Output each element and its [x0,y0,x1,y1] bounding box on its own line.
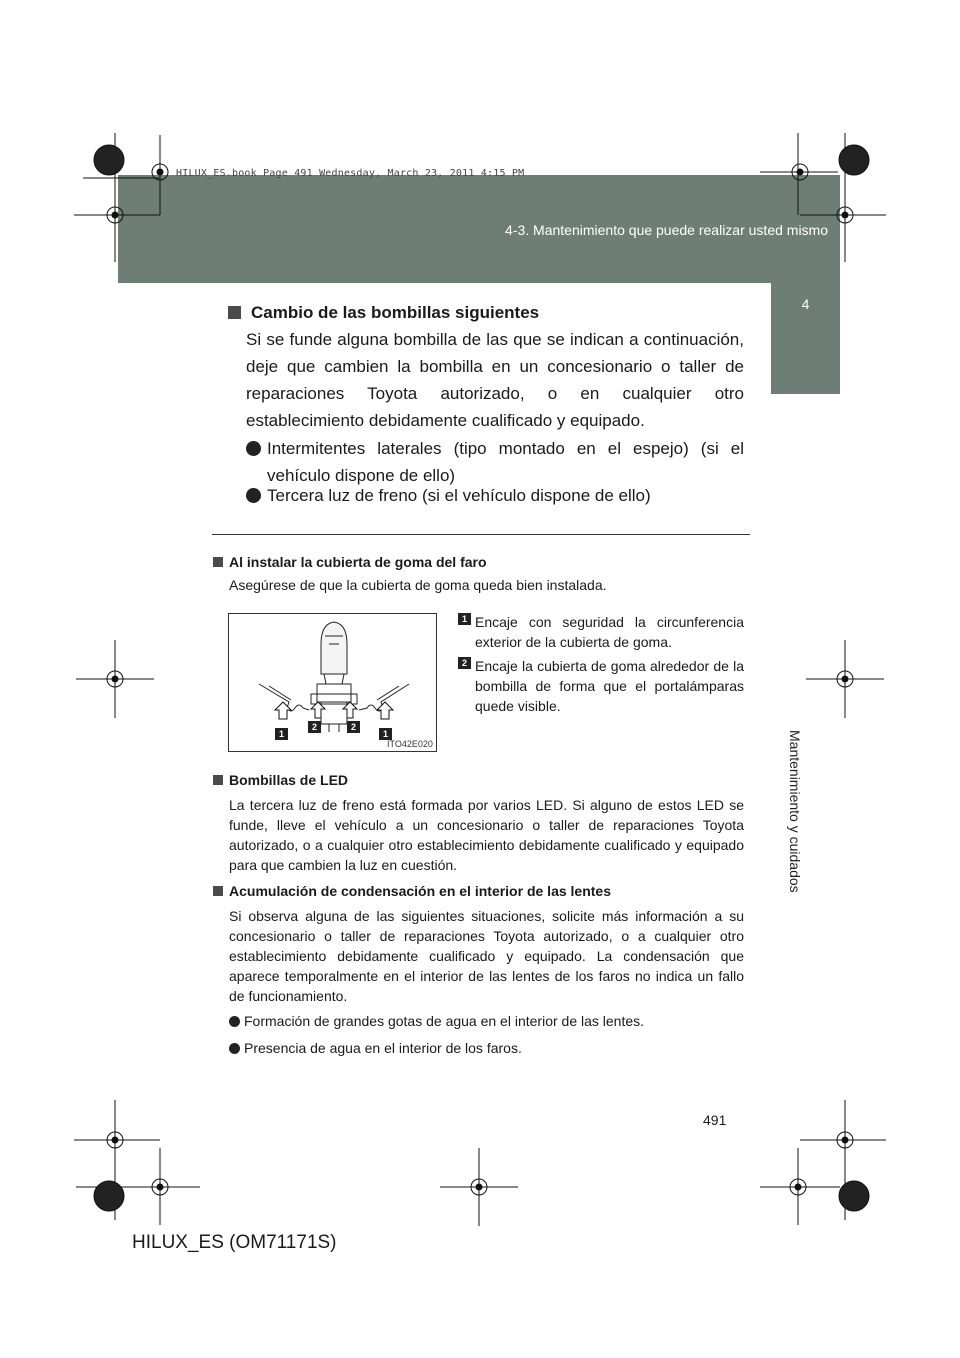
round-bullet-icon [229,1043,240,1054]
list-item: Formación de grandes gotas de agua en el interior de las lentes. [229,1011,744,1031]
chapter-label: Mantenimiento y cuidados [787,730,803,893]
callout-1-badge: 1 [379,728,392,740]
list-item: Intermitentes laterales (tipo montado en el espejo) (si el vehículo dispone de ello) [246,435,744,489]
model-code: HILUX_ES (OM71171S) [132,1232,337,1253]
page-number: 491 [703,1112,727,1128]
figure-code: ITO42E020 [387,739,433,749]
list-item: Tercera luz de freno (si el vehículo dispone de ello) [246,482,744,509]
section-body: Si se funde alguna bombilla de las que se indican a continuación, deje que cambien la bombilla en un concesionario o taller de reparaciones Toyota autorizado, o en cualquier otro establecimiento debidamente cualificado y equipado. [246,330,744,430]
round-bullet-icon [229,1016,240,1027]
headlight-bulb-diagram [229,614,436,751]
square-bullet-icon [213,886,223,896]
subsection-title: Al instalar la cubierta de goma del faro [213,554,487,570]
round-bullet-icon [246,488,261,503]
square-bullet-icon [213,775,223,785]
round-bullet-icon [246,441,261,456]
bulb-illustration [228,613,437,752]
square-bullet-icon [213,557,223,567]
subsection-body: La tercera luz de freno está formada por varios LED. Si alguno de estos LED se funde, lleve el vehículo a un concesionario o taller de reparaciones Toyota autorizado, o a cualquier otro establecimiento debidamente cualificado y equipado para que cambien la luz en cuestión. [229,797,744,873]
step-item: 2 Encaje la cubierta de goma alrededor de la bombilla de forma que el portalámparas quede visible. [458,656,744,716]
divider [212,534,750,535]
subsection-title: Bombillas de LED [213,772,348,788]
subsection-title: Acumulación de condensación en el interior de las lentes [213,883,611,899]
book-stamp: HILUX_ES.book Page 491 Wednesday, March 23, 2011 4:15 PM [176,168,525,179]
list-item: Presencia de agua en el interior de los faros. [229,1038,744,1058]
subsection-body: Si observa alguna de las siguientes situaciones, solicite más información a su concesionario o taller de reparaciones Toyota autorizado, o a cualquier otro establecimiento debidamente cualificado y equipado. La condensación que aparece temporalmente en el interior de las lentes de los faros no indica un fallo de funcionamiento. [229,908,744,1004]
callout-2-badge: 2 [308,721,321,733]
subsection-body: Asegúrese de que la cubierta de goma queda bien instalada. [229,577,607,593]
square-bullet-icon [228,306,241,319]
callout-2-badge: 2 [347,721,360,733]
section-header-title: 4-3. Mantenimiento que puede realizar usted mismo [505,222,828,238]
chapter-number: 4 [801,296,810,312]
callout-1-badge: 1 [275,728,288,740]
section-title: Cambio de las bombillas siguientes [228,303,539,323]
step-number-badge: 2 [458,657,471,669]
step-number-badge: 1 [458,613,471,625]
step-item: 1 Encaje con seguridad la circunferencia exterior de la cubierta de goma. [458,612,744,652]
